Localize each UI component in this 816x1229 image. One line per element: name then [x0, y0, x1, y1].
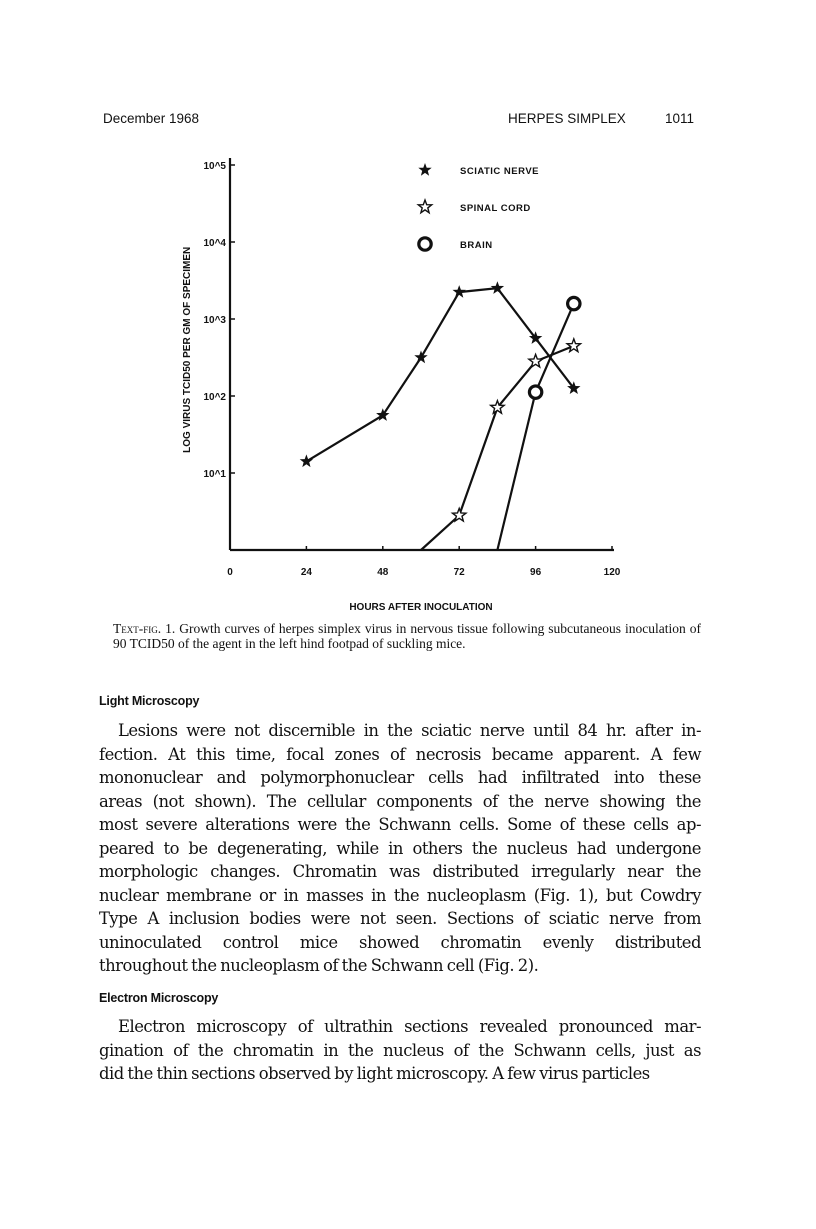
- series-line-1: [421, 346, 574, 550]
- y-tick-label: 10^3: [203, 315, 226, 326]
- text-line: most severe alterations were the Schwann cells. Some of these cells ap-: [99, 815, 701, 834]
- x-axis-title: HOURS AFTER INOCULATION: [349, 602, 493, 613]
- legend-marker: [418, 163, 431, 176]
- text-line: mononuclear and polymorphonuclear cells had infiltrated into these: [99, 768, 701, 787]
- legend-label: SCIATIC NERVE: [460, 166, 539, 177]
- data-point: [491, 281, 504, 294]
- section-heading-electron-microscopy: Electron Microscopy: [99, 991, 219, 1005]
- data-point: [414, 351, 427, 364]
- caption-label: Text-fig. 1.: [113, 621, 176, 636]
- data-point: [567, 339, 580, 352]
- data-point: [568, 297, 580, 309]
- y-axis-title: LOG VIRUS TCID50 PER GM OF SPECIMEN: [182, 246, 193, 453]
- y-tick-label: 10^2: [203, 392, 226, 403]
- text-line: nuclear membrane or in masses in the nucleoplasm (Fig. 1), but Cowdry: [99, 885, 701, 905]
- y-tick-label: 10^1: [203, 469, 226, 480]
- x-tick-label: 48: [377, 567, 389, 578]
- text-line: areas (not shown). The cellular components of the nerve showing the: [99, 791, 701, 811]
- legend-label: BRAIN: [460, 240, 493, 251]
- page-number: 1011: [665, 111, 695, 126]
- header-date: December 1968: [103, 111, 200, 126]
- light-microscopy-paragraph: [99, 719, 701, 978]
- text-line: fection. At this time, focal zones of necrosis became apparent. A few: [99, 744, 701, 764]
- legend-label: SPINAL CORD: [460, 203, 531, 214]
- x-tick-label: 24: [300, 567, 312, 578]
- electron-microscopy-paragraph: [99, 1015, 701, 1086]
- data-point: [529, 354, 542, 367]
- text-line: did the thin sections observed by light microscopy. A few virus particles: [99, 1064, 650, 1083]
- y-tick-label: 10^4: [203, 238, 226, 249]
- legend-marker: [419, 238, 431, 250]
- caption-text: Growth curves of herpes simplex virus in nervous tissue following subcutaneous inoculation of 90 TCID50 of the agent in the left hind footpad of suckling mice.: [113, 621, 701, 651]
- data-point: [453, 285, 466, 298]
- text-line: throughout the nucleoplasm of the Schwann cell (Fig. 2).: [99, 956, 539, 975]
- section-heading-light-microscopy: Light Microscopy: [99, 694, 200, 708]
- x-tick-label: 0: [227, 567, 233, 578]
- text-line: Type A inclusion bodies were not seen. Sections of sciatic nerve from: [99, 909, 701, 928]
- legend-marker: [418, 200, 431, 213]
- x-tick-label: 96: [530, 567, 542, 578]
- x-tick-label: 72: [453, 567, 465, 578]
- text-line: gination of the chromatin in the nucleus of the Schwann cells, just as: [99, 1040, 701, 1060]
- x-tick-label: 120: [603, 567, 621, 578]
- text-line: Electron microscopy of ultrathin sections revealed pronounced mar-: [118, 1017, 701, 1036]
- text-line: morphologic changes. Chromatin was distributed irregularly near the: [99, 862, 701, 881]
- series-line-0: [306, 288, 573, 461]
- running-title: HERPES SIMPLEX: [508, 111, 626, 126]
- text-line: peared to be degenerating, while in others the nucleus had undergone: [99, 838, 701, 858]
- text-line: Lesions were not discernible in the sciatic nerve until 84 hr. after in-: [118, 721, 701, 740]
- data-point: [300, 454, 313, 467]
- y-tick-label: 10^5: [203, 161, 226, 172]
- data-point: [529, 386, 541, 398]
- text-line: uninoculated control mice showed chromatin evenly distributed: [99, 932, 701, 952]
- figure-caption: [113, 621, 701, 651]
